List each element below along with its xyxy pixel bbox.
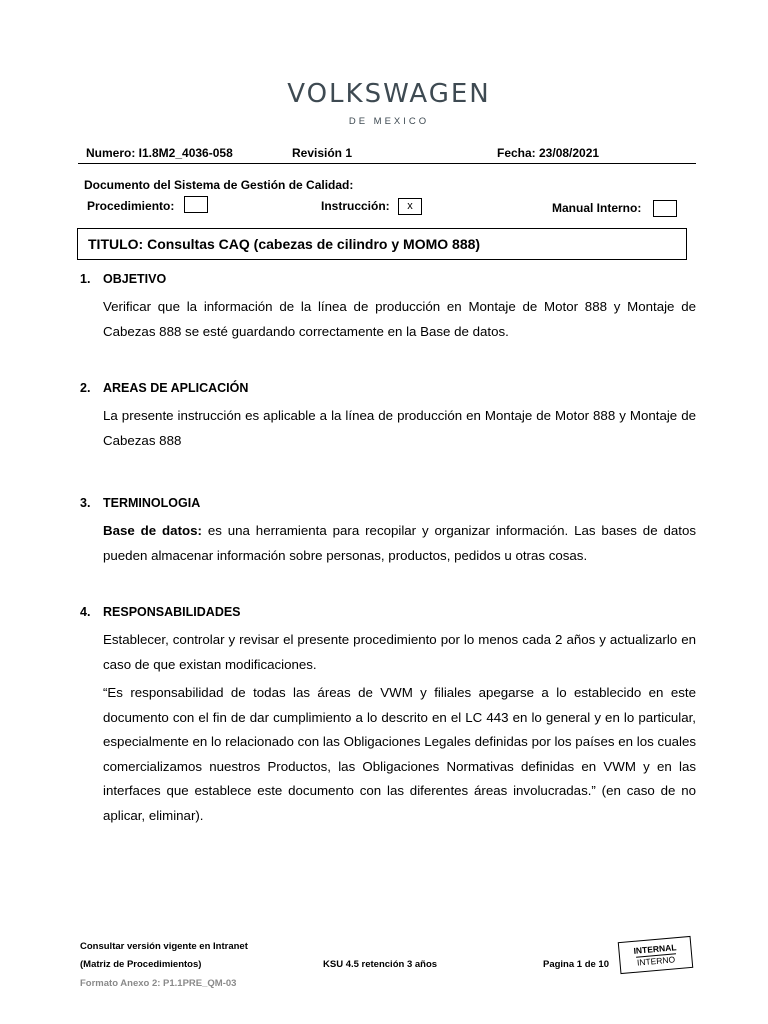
section-heading-terminologia	[80, 496, 200, 510]
company-logo-subtitle: DE MEXICO	[348, 116, 430, 127]
footer-matriz: (Matriz de Procedimientos)	[80, 959, 202, 970]
section-title: OBJETIVO	[103, 272, 167, 286]
manual-interno-label: Manual Interno:	[552, 201, 642, 215]
instruccion-label: Instrucción:	[321, 199, 390, 213]
section-title: TERMINOLOGIA	[103, 496, 201, 510]
document-title: TITULO: Consultas CAQ (cabezas de cilindro y MOMO 888)	[77, 228, 687, 260]
responsabilidades-paragraph-1: Establecer, controlar y revisar el presente procedimiento por lo menos cada 2 años y actualizarlo en caso de que existan modificaciones.	[103, 632, 696, 672]
company-logo: VOLKSWAGEN	[287, 79, 491, 109]
revision-label: Revisión 1	[292, 146, 353, 160]
footer-intranet: Consultar versión vigente en Intranet	[80, 941, 248, 952]
section-number: 3.	[80, 496, 91, 510]
section-title: AREAS DE APLICACIÓN	[103, 381, 249, 395]
manual-interno-checkbox[interactable]	[653, 200, 677, 217]
stamp-line-1: INTERNAL	[633, 942, 677, 956]
section-number: 2.	[80, 381, 91, 395]
term-name: Base de datos:	[103, 523, 202, 538]
responsabilidades-paragraph-2: “Es responsabilidad de todas las áreas de VWM y filiales apegarse a lo establecido en este documento con el fin de dar cumplimiento a lo descrito en el LC 443 en lo general y en lo particular, especialmente en lo relacionado con las Obligaciones Legales definidas por los países en los cuales comercializamos nuestros Productos, las Obligaciones Normativas definidas en VWM y en las interfaces que establece este documento con las diferentes áreas involucradas.” (en caso de no aplicar, eliminar).	[103, 685, 696, 823]
stamp-line-2: INTERNO	[636, 954, 676, 968]
areas-paragraph: La presente instrucción es aplicable a la línea de producción en Montaje de Motor 888 y Montaje de Cabezas 888	[103, 408, 696, 448]
footer-ksu: KSU 4.5 retención 3 años	[323, 959, 438, 970]
section-number: 4.	[80, 605, 91, 619]
procedimiento-checkbox[interactable]	[184, 196, 208, 213]
footer-formato: Formato Anexo 2: P1.1PRE_QM-03	[80, 978, 237, 989]
section-number: 1.	[80, 272, 91, 286]
date-label: Fecha: 23/08/2021	[497, 146, 600, 160]
instruccion-checkbox[interactable]: x	[398, 198, 422, 215]
section-title: RESPONSABILIDADES	[103, 605, 241, 619]
document-number: Numero: I1.8M2_4036-058	[86, 146, 233, 160]
section-heading-areas	[80, 381, 248, 395]
section-heading-responsabilidades	[80, 605, 241, 619]
page-number: Pagina 1 de 10	[543, 959, 610, 970]
qms-title: Documento del Sistema de Gestión de Calidad:	[84, 178, 354, 192]
internal-stamp	[618, 936, 694, 974]
terminologia-paragraph	[103, 519, 696, 568]
header-divider	[78, 163, 696, 164]
section-heading-objetivo	[80, 272, 166, 286]
term-definition: es una herramienta para recopilar y organizar información. Las bases de datos pueden almacenar información sobre personas, productos, pedidos u otras cosas.	[103, 523, 696, 563]
objetivo-paragraph: Verificar que la información de la línea de producción en Montaje de Motor 888 y Montaje de Cabezas 888 se esté guardando correctamente en la Base de datos.	[103, 299, 696, 339]
procedimiento-label: Procedimiento:	[87, 199, 175, 213]
